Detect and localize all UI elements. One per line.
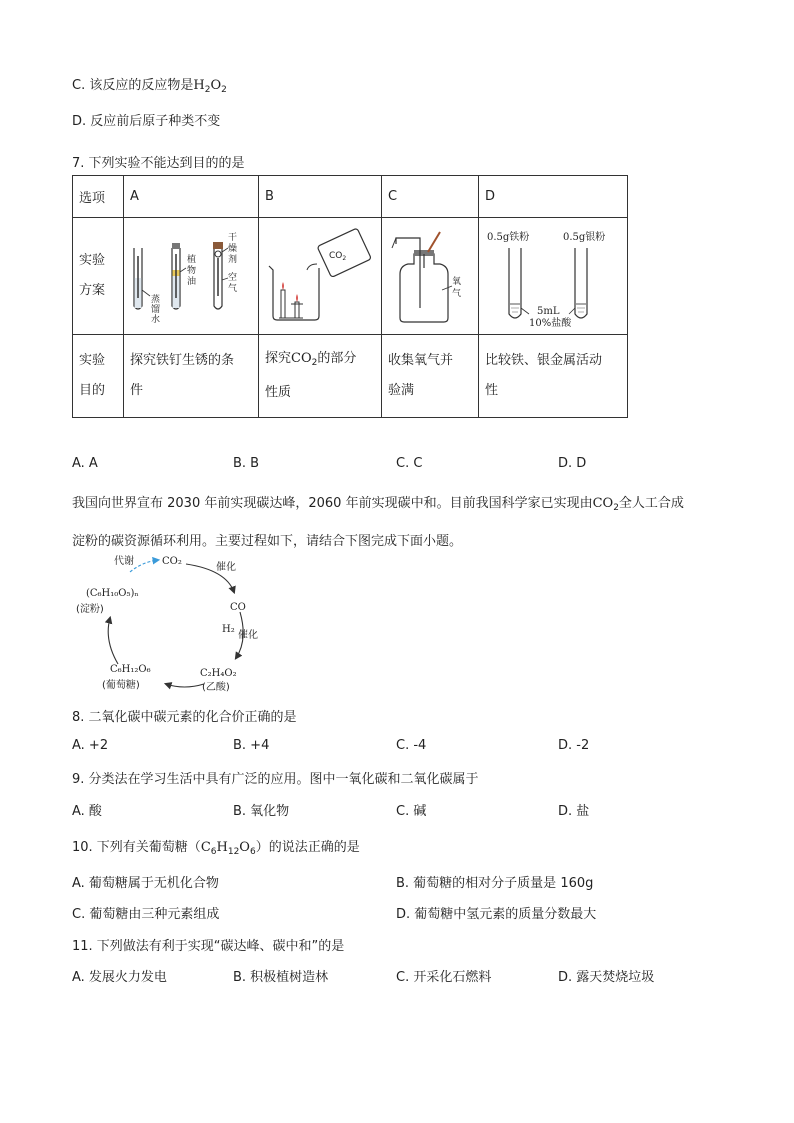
- label-oil-1: 植: [187, 255, 197, 265]
- header-cell: C: [382, 176, 479, 218]
- purpose-c: 收集氧气并 验满: [382, 335, 479, 418]
- figure-c-gas-bottle: [382, 218, 478, 330]
- table-row-purpose: [73, 335, 628, 418]
- label-acid: 10%盐酸: [529, 318, 572, 329]
- figure-b-beaker-candles: [259, 218, 381, 330]
- passage-line-1: 我国向世界宣布 2030 年前实现碳达峰，2060 年前实现碳中和。目前我国科学家已实现由$CO_2$全人工合成: [72, 496, 684, 513]
- table-row-scheme: [73, 218, 628, 335]
- label-oil-2: 物: [187, 266, 197, 276]
- q11-choice-d: D. 露天焚烧垃圾: [558, 970, 655, 985]
- label-iron-powder: 0.5g铁粉: [487, 232, 530, 243]
- table-header-row: [73, 176, 628, 218]
- figure-c-cell: [382, 218, 479, 335]
- q11-choice-a: A. 发展火力发电: [72, 970, 167, 985]
- figure-b-cell: [259, 218, 382, 335]
- label-air-2: 气: [228, 284, 238, 294]
- label-metabolism: 代谢: [114, 556, 134, 567]
- figure-a-test-tubes: [124, 218, 258, 330]
- label-catalyst-1: 催化: [216, 562, 236, 573]
- label-desiccant-3: 剂: [228, 255, 238, 265]
- label-oxygen-1: 氧: [452, 277, 462, 287]
- q9-stem: 9. 分类法在学习生活中具有广泛的应用。图中一氧化碳和二氧化碳属于: [72, 772, 479, 787]
- q7-choice-a: A. A: [72, 456, 98, 471]
- arrow-glucose-to-starch: [108, 618, 118, 664]
- node-glucose-name: (葡萄糖): [102, 680, 140, 691]
- q10-choice-c: C. 葡萄糖由三种元素组成: [72, 907, 220, 922]
- label-desiccant-1: 干: [228, 233, 238, 243]
- header-cell: B: [259, 176, 382, 218]
- q8-choice-d: D. -2: [558, 738, 590, 753]
- header-cell: 选项: [73, 176, 124, 218]
- node-co2: CO₂: [162, 556, 182, 567]
- node-starch: (C₆H₁₀O₅)ₙ: [86, 588, 139, 599]
- purpose-a: 探究铁钉生锈的条 件: [124, 335, 259, 418]
- q10-stem: 10. 下列有关葡萄糖$(C_6H_{12}O_6)$的说法正确的是: [72, 840, 360, 857]
- q10-choice-b: B. 葡萄糖的相对分子质量是 160g: [396, 876, 594, 891]
- label-co2: $CO_2$: [329, 251, 347, 262]
- label-water-3: 水: [151, 315, 161, 325]
- figure-d-cell: [479, 218, 628, 335]
- label-volume: 5mL: [537, 306, 560, 317]
- node-glucose: C₆H₁₂O₆: [110, 664, 151, 675]
- q8-stem: 8. 二氧化碳中碳元素的化合价正确的是: [72, 710, 297, 725]
- figure-a-cell: [124, 218, 259, 335]
- q9-choice-a: A. 酸: [72, 804, 102, 819]
- q11-choice-c: C. 开采化石燃料: [396, 970, 492, 985]
- node-starch-name: (淀粉): [76, 604, 104, 615]
- header-cell: D: [479, 176, 628, 218]
- experiment-table: [72, 175, 628, 418]
- label-catalyst-2: 催化: [238, 630, 258, 641]
- label-desiccant-2: 燥: [228, 244, 238, 254]
- node-co: CO: [230, 602, 246, 613]
- q7-choice-d: D. D: [558, 456, 587, 471]
- passage-line-2: 淀粉的碳资源循环利用。主要过程如下，请结合下图完成下面小题。: [72, 534, 463, 549]
- q9-choice-c: C. 碱: [396, 804, 427, 819]
- q7-choice-b: B. B: [233, 456, 260, 471]
- q6-option-c: C. 该反应的反应物是$H_2O_2$: [72, 78, 227, 95]
- q10-choice-d: D. 葡萄糖中氢元素的质量分数最大: [396, 907, 597, 922]
- q7-choice-c: C. C: [396, 456, 423, 471]
- label-water-2: 馏: [151, 305, 161, 315]
- arrow-acetic-to-glucose: [166, 684, 204, 687]
- q8-choice-a: A. +2: [72, 738, 109, 753]
- q8-choice-c: C. -4: [396, 738, 427, 753]
- q10-choice-a: A. 葡萄糖属于无机化合物: [72, 876, 219, 891]
- row-label-scheme: 实验 方案: [73, 218, 124, 335]
- arrow-metabolism: [130, 560, 158, 572]
- row-label-purpose: 实验 目的: [73, 335, 124, 418]
- label-oxygen-2: 气: [452, 289, 462, 299]
- label-h2: H₂: [222, 624, 235, 635]
- q6-option-d: D. 反应前后原子种类不变: [72, 114, 221, 129]
- node-acetic: C₂H₄O₂: [200, 668, 237, 679]
- q11-stem: 11. 下列做法有利于实现“碳达峰、碳中和”的是: [72, 939, 345, 954]
- label-silver-powder: 0.5g银粉: [563, 232, 606, 243]
- label-air-1: 空: [228, 273, 238, 283]
- purpose-b: 探究$CO_2$的部分 性质: [259, 335, 382, 418]
- q9-choice-d: D. 盐: [558, 804, 590, 819]
- q9-choice-b: B. 氧化物: [233, 804, 290, 819]
- q11-choice-b: B. 积极植树造林: [233, 970, 329, 985]
- label-water-1: 蒸: [151, 295, 161, 305]
- node-acetic-name: (乙酸): [202, 682, 230, 693]
- label-oil-3: 油: [187, 277, 197, 287]
- figure-d-test-tubes: [479, 218, 627, 330]
- q7-stem: 7. 下列实验不能达到目的的是: [72, 156, 245, 171]
- header-cell: A: [124, 176, 259, 218]
- carbon-cycle-diagram: [76, 550, 276, 700]
- q8-choice-b: B. +4: [233, 738, 270, 753]
- purpose-d: 比较铁、银金属活动 性: [479, 335, 628, 418]
